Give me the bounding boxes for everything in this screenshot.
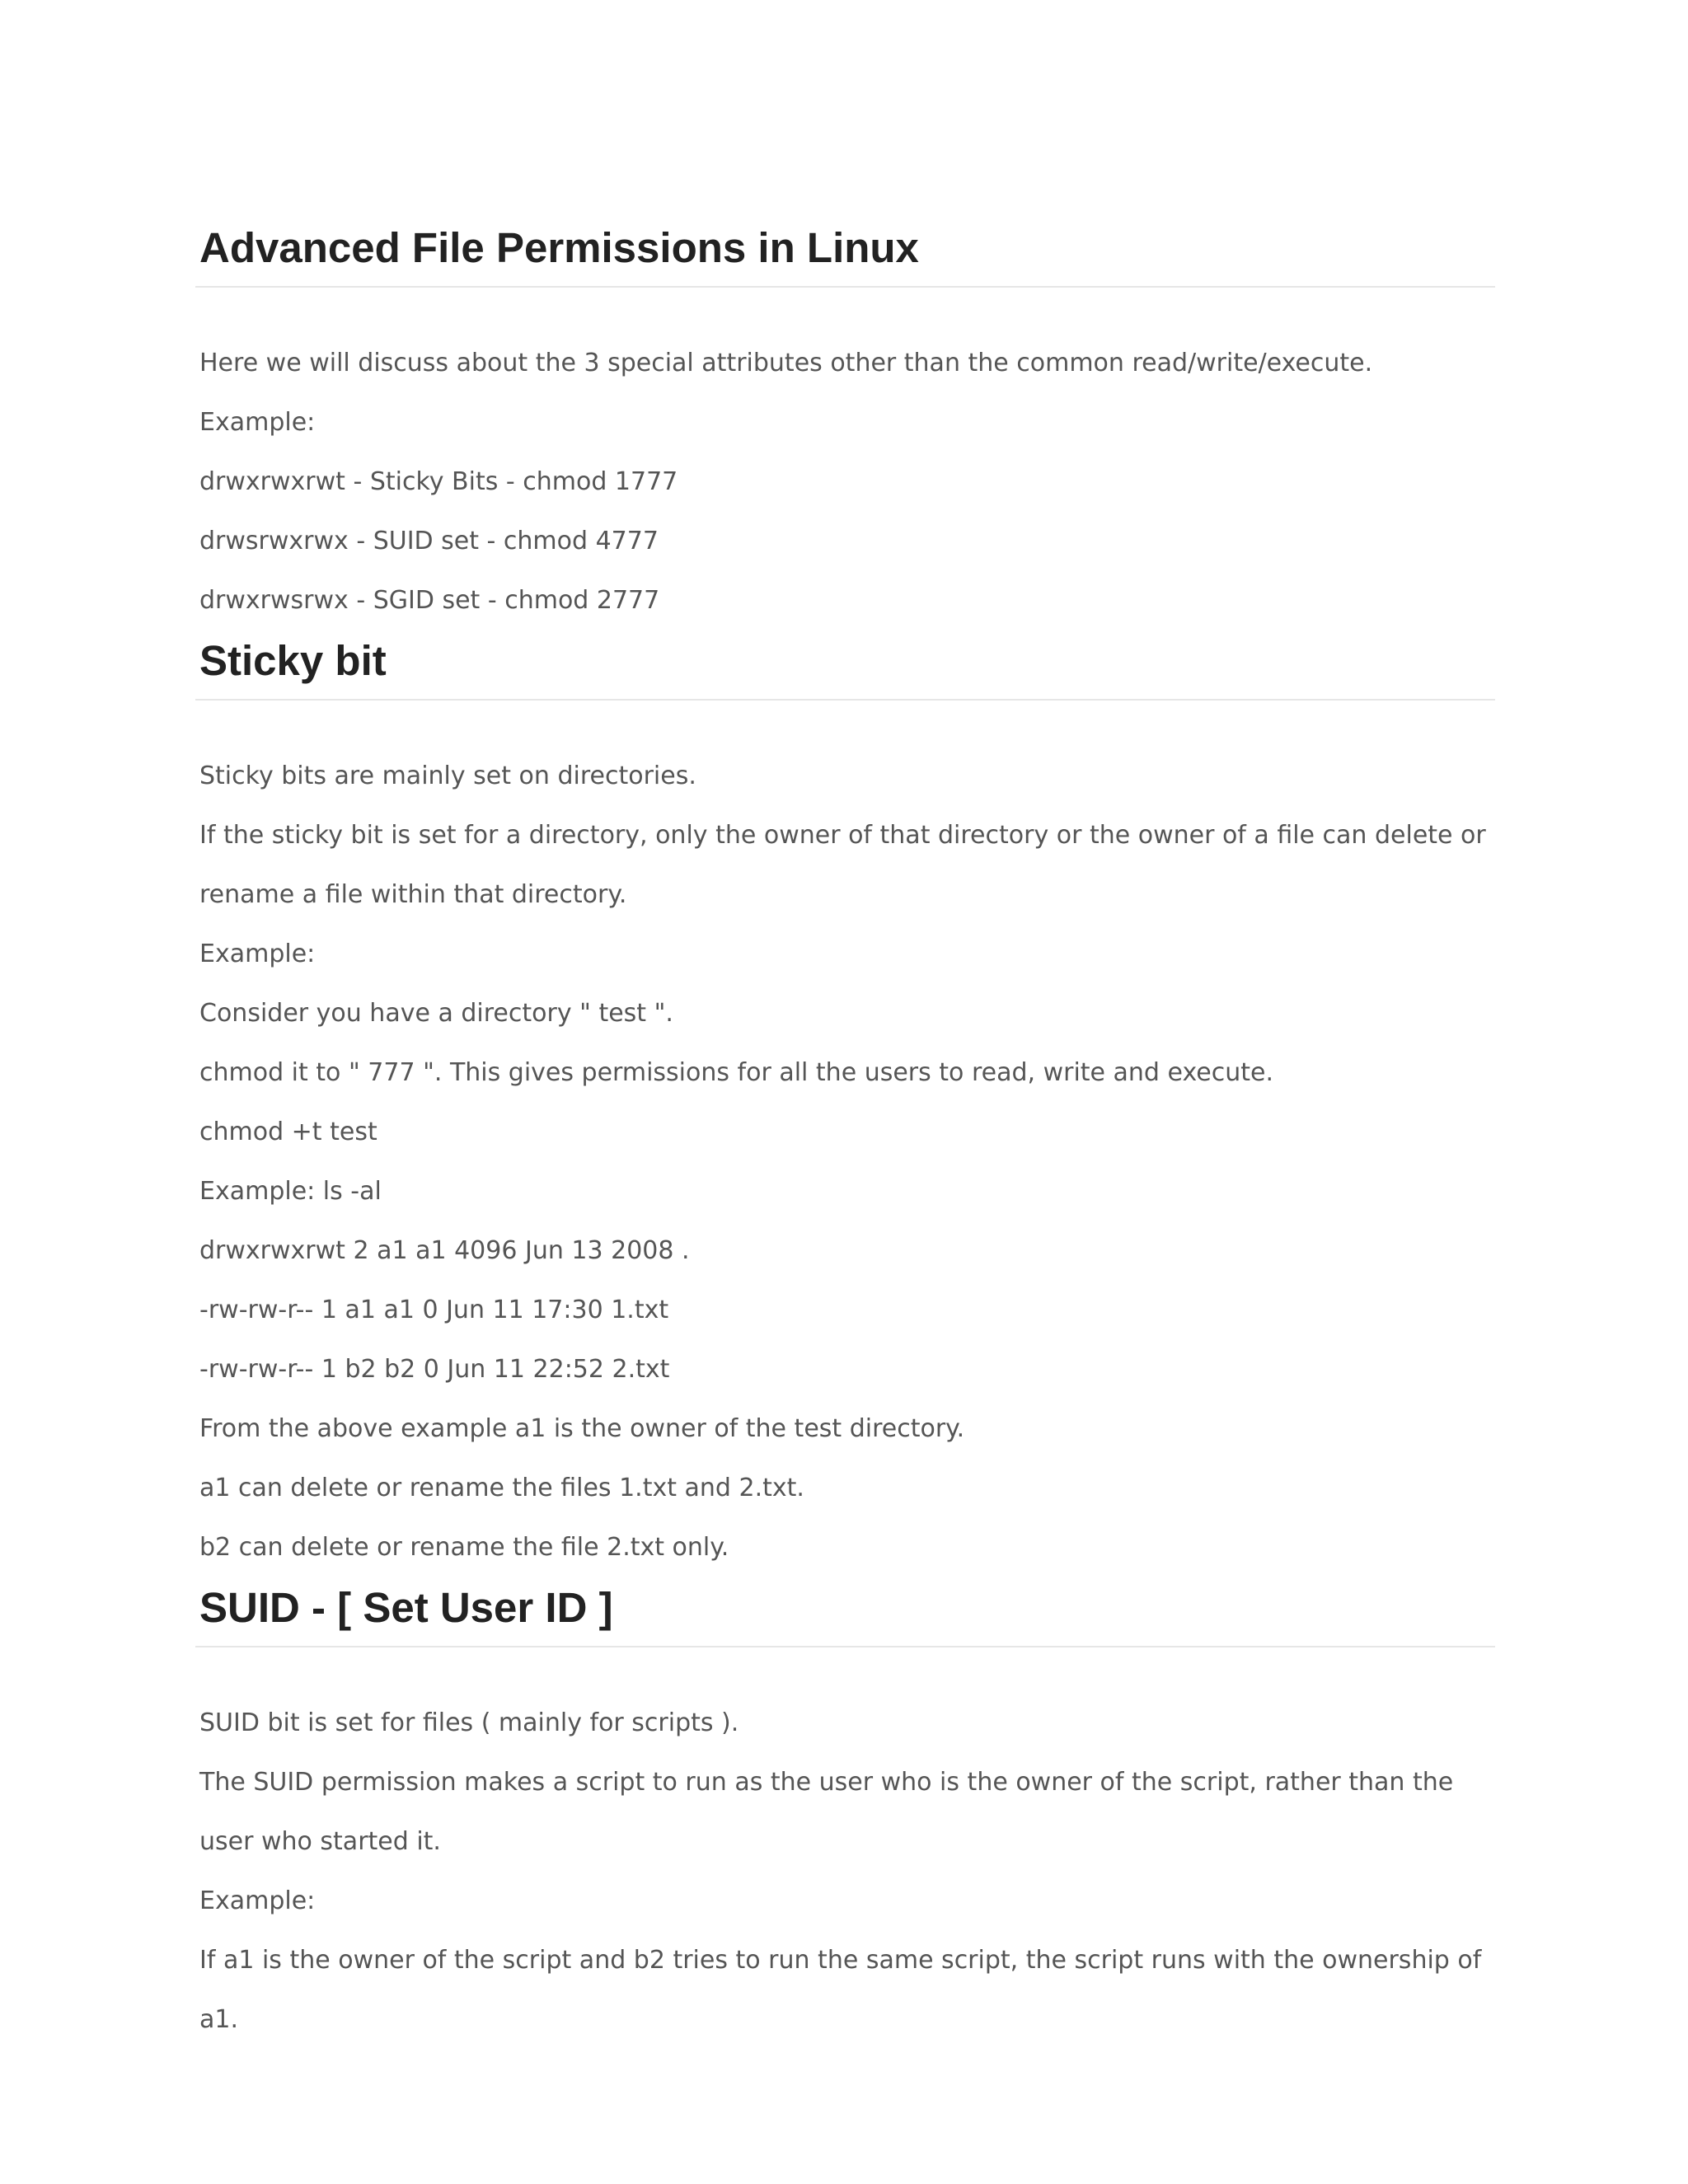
paragraph: Example:: [199, 1886, 316, 1915]
paragraph: drwsrwxrwx - SUID set - chmod 4777: [199, 527, 659, 555]
section-intro: [199, 218, 1495, 630]
section-heading: Sticky bit: [199, 637, 387, 684]
paragraph: If a1 is the owner of the script and b2 tries to run the same script, the script runs with the ownership of a1.: [199, 1946, 1482, 2034]
paragraph: Example:: [199, 408, 316, 437]
paragraph: Sticky bits are mainly set on directories.: [199, 762, 696, 790]
paragraph: drwxrwxrwt 2 a1 a1 4096 Jun 13 2008 .: [199, 1236, 690, 1265]
paragraph: From the above example a1 is the owner of the test directory.: [199, 1414, 965, 1443]
paragraph: The SUID permission makes a script to run as the user who is the owner of the script, rather than the user who started it.: [199, 1768, 1454, 1856]
paragraph: SUID bit is set for files ( mainly for scripts ).: [199, 1708, 739, 1737]
paragraph: Example: ls -al: [199, 1177, 382, 1206]
paragraph: Here we will discuss about the 3 special attributes other than the common read/write/execute.: [199, 349, 1373, 377]
heading-divider: [195, 699, 1495, 701]
paragraph: drwxrwsrwx - SGID set - chmod 2777: [199, 586, 660, 615]
paragraph: Example:: [199, 940, 316, 968]
section-heading: SUID - [ Set User ID ]: [199, 1584, 613, 1631]
paragraph: Consider you have a directory " test ".: [199, 999, 673, 1028]
paragraph: drwxrwxrwt - Sticky Bits - chmod 1777: [199, 467, 678, 496]
heading-divider: [195, 286, 1495, 288]
paragraph: -rw-rw-r-- 1 b2 b2 0 Jun 11 22:52 2.txt: [199, 1355, 670, 1384]
paragraph: chmod +t test: [199, 1118, 377, 1146]
paragraph: If the sticky bit is set for a directory, only the owner of that directory or the owner of a file can delete or rename a file within that directory.: [199, 821, 1486, 909]
heading-divider: [195, 1646, 1495, 1647]
paragraph: chmod it to " 777 ". This gives permissions for all the users to read, write and execute.: [199, 1058, 1273, 1087]
paragraph: a1 can delete or rename the files 1.txt and 2.txt.: [199, 1474, 804, 1502]
paragraph: -rw-rw-r-- 1 a1 a1 0 Jun 11 17:30 1.txt: [199, 1296, 669, 1324]
page-title: Advanced File Permissions in Linux: [199, 224, 919, 271]
section-sticky-bit: [199, 630, 1495, 1577]
section-suid: [199, 1577, 1495, 2050]
document-page: [199, 218, 1495, 2050]
paragraph: b2 can delete or rename the file 2.txt only.: [199, 1533, 729, 1562]
